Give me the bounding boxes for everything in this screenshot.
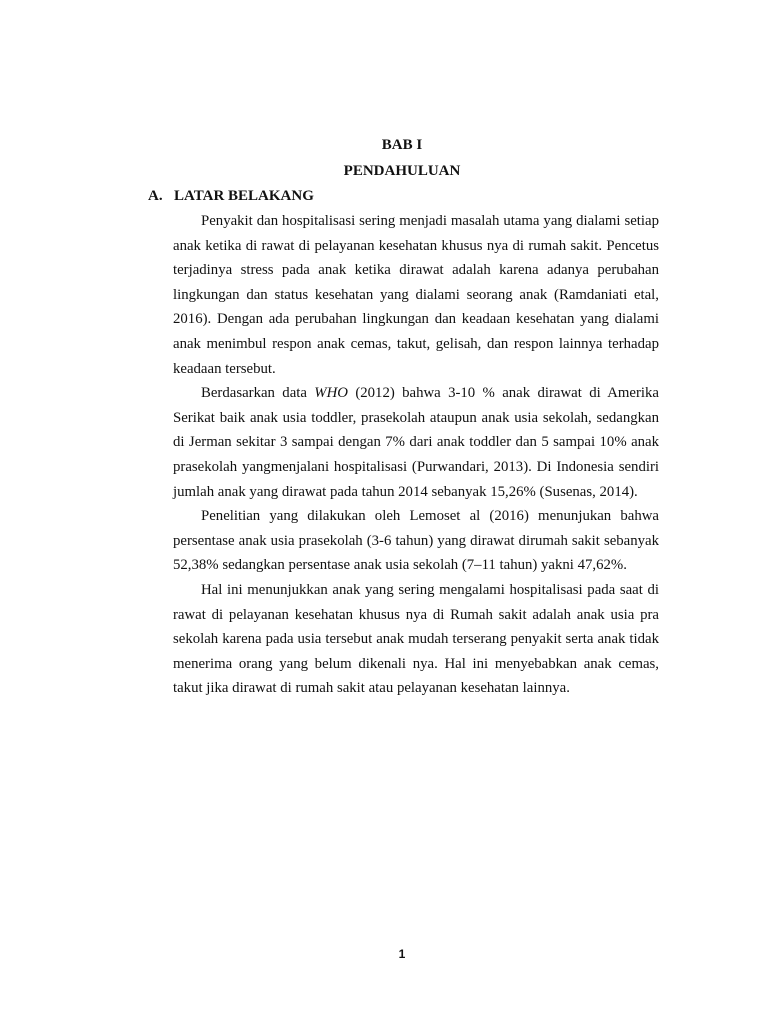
paragraph-2-lead: Berdasarkan data xyxy=(201,385,315,402)
paragraph-3: Penelitian yang dilakukan oleh Lemoset al (2016) menunjukan bahwa persentase anak usia prasekolah (3-6 tahun) yang dirawat dirumah sakit sebanyak 52,38% sedangkan persentase anak usia sekolah (7–11 tahun) yakni 47,62%. xyxy=(173,508,659,574)
section-letter: A. xyxy=(148,188,163,204)
paragraph-4: Hal ini menunjukkan anak yang sering mengalami hospitalisasi pada saat di rawat di pelayanan kesehatan khusus nya di Rumah sakit adalah anak usia pra sekolah karena pada usia tersebut anak mudah terserang penyakit serta anak tidak menerima orang yang belum dikenali nya. Hal ini menyebabkan anak cemas, takut jika dirawat di rumah sakit atau pelayanan kesehatan lainnya. xyxy=(173,581,659,697)
paragraph-2 xyxy=(173,381,659,504)
page-number: 1 xyxy=(398,947,406,961)
section-title: LATAR BELAKANG xyxy=(174,188,314,204)
chapter-title: PENDAHULUAN xyxy=(343,163,461,179)
chapter-number: BAB I xyxy=(381,137,423,153)
section-heading xyxy=(148,187,314,205)
paragraph-2-rest: (2012) bahwa 3-10 % anak dirawat di Amerika Serikat baik anak usia toddler, prasekolah ataupun anak usia sekolah, sedangkan di Jerman sekitar 3 sampai dengan 7% dari anak toddler dan 5 sampai 10% anak prasekolah yangmenjalani hospitalisasi (Purwandari, 2013). Di Indonesia sendiri jumlah anak yang dirawat pada tahun 2014 sebanyak 15,26% (Susenas, 2014). xyxy=(173,385,659,500)
paragraph-1: Penyakit dan hospitalisasi sering menjadi masalah utama yang dialami setiap anak ketika di rawat di pelayanan kesehatan khusus nya di rumah sakit. Pencetus terjadinya stress pada anak ketika dirawat adalah karena adanya perubahan lingkungan dan status kesehatan yang dialami seorang anak (Ramdaniati etal, 2016). Dengan ada perubahan lingkungan dan keadaan kesehatan yang dialami anak menimbul respon anak cemas, takut, gelisah, dan respon lainnya terhadap keadaan tersebut. xyxy=(173,213,659,377)
body-text xyxy=(173,209,659,701)
paragraph-2-italic-term: WHO xyxy=(314,385,348,402)
